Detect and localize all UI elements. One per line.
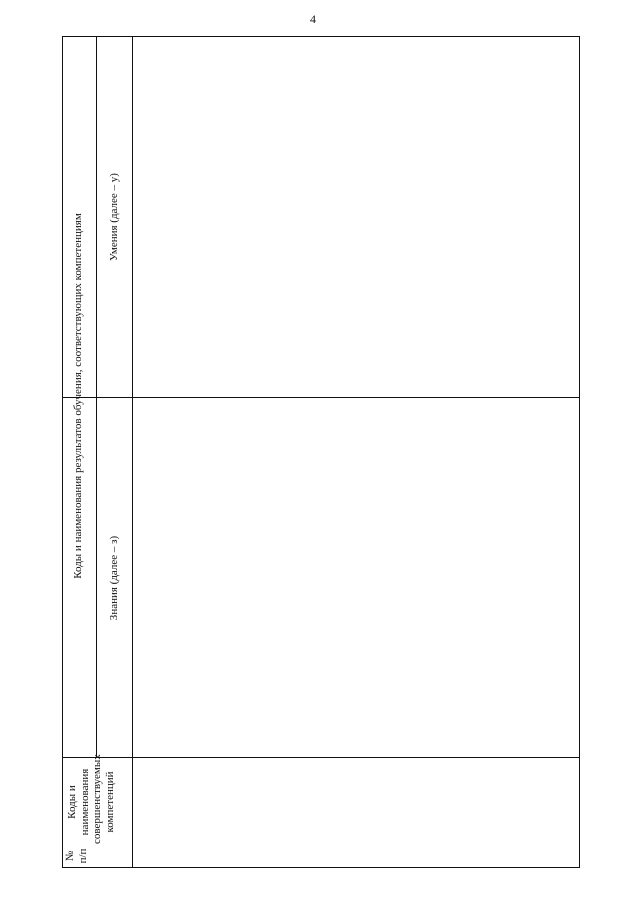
knowledge-text-line [222,402,231,754]
knowledge-text-line [160,402,169,754]
competency-table [62,36,580,868]
knowledge-text-line [213,402,222,754]
knowledge-text-line [362,402,371,754]
codes-column-divider [62,757,580,758]
skills-text-line [397,40,406,394]
knowledge-text-line [503,402,512,754]
skills-text-line [441,40,450,394]
knowledge-text-line [520,402,529,754]
skills-text-line [152,40,161,394]
skills-text-line [231,40,240,394]
knowledge-skills-divider [62,397,580,398]
knowledge-text-line [187,402,196,754]
skills-text-line [275,40,284,394]
knowledge-text-line [424,402,433,754]
page-number: 4 [310,12,316,26]
skills-text-line [187,40,196,394]
skills-text-line [143,40,152,394]
knowledge-text-line [257,402,266,754]
skills-text-line [433,40,442,394]
skills-text-line [160,40,169,394]
knowledge-text-line [380,402,389,754]
knowledge-text-line [564,402,573,754]
skills-text-line [134,40,143,394]
knowledge-text-line [397,402,406,754]
knowledge-text-line [371,402,380,754]
skills-text-line [222,40,231,394]
knowledge-header: Знания (далее – з) [108,535,120,621]
knowledge-text-line [354,402,363,754]
knowledge-text-line [494,402,503,754]
skills-text-line [239,40,248,394]
skills-text-line [468,40,477,394]
skills-text-line [547,40,556,394]
skills-text-line [310,40,319,394]
knowledge-text-line [538,402,547,754]
knowledge-text-line [547,402,556,754]
codes-header: Коды и наименования совершенствуемых компетенций [66,754,116,844]
knowledge-text-line [556,402,565,754]
skills-text-line [318,40,327,394]
skills-text-line [529,40,538,394]
skills-text-line [494,40,503,394]
skills-text-line [283,40,292,394]
skills-text-line [503,40,512,394]
header-divider [96,36,97,758]
skills-text-line [538,40,547,394]
knowledge-text-line [310,402,319,754]
skills-text-line [354,40,363,394]
knowledge-text-line [406,402,415,754]
knowledge-text-line [441,402,450,754]
skills-text-line [195,40,204,394]
skills-text-line [362,40,371,394]
knowledge-text-line [318,402,327,754]
knowledge-text-line [152,402,161,754]
knowledge-text-line [459,402,468,754]
knowledge-text-line [512,402,521,754]
knowledge-text-line [345,402,354,754]
knowledge-text-line [239,402,248,754]
skills-header: Умения (далее – у) [108,173,120,261]
knowledge-text-line [476,402,485,754]
knowledge-text-line [248,402,257,754]
skills-text-line [327,40,336,394]
skills-text-line [556,40,565,394]
knowledge-text-line [327,402,336,754]
knowledge-text-line [485,402,494,754]
knowledge-text-line [415,402,424,754]
skills-text-line [336,40,345,394]
skills-text-line [169,40,178,394]
skills-text-line [345,40,354,394]
skills-text-line [520,40,529,394]
knowledge-text-line [275,402,284,754]
skills-text-line [512,40,521,394]
knowledge-text-line [178,402,187,754]
skills-text-line [424,40,433,394]
knowledge-text-line [134,402,143,754]
num-header: № п/п [64,848,89,864]
skills-text-line [380,40,389,394]
knowledge-text-line [433,402,442,754]
skills-text-line [248,40,257,394]
knowledge-text-line [169,402,178,754]
skills-text-line [485,40,494,394]
main-header: Коды и наименования результатов обучения, соответствующих компетенциям [72,213,84,579]
knowledge-text-line [336,402,345,754]
skills-text-line [257,40,266,394]
knowledge-text-line [389,402,398,754]
knowledge-text-line [283,402,292,754]
skills-text-line [476,40,485,394]
skills-text-line [213,40,222,394]
header-bottom-line [132,36,133,868]
knowledge-text-line [231,402,240,754]
knowledge-text-line [450,402,459,754]
knowledge-text-line [301,402,310,754]
skills-text-line [450,40,459,394]
skills-cell [134,40,576,394]
knowledge-text-line [468,402,477,754]
skills-text-line [459,40,468,394]
knowledge-text-line [143,402,152,754]
knowledge-text-line [204,402,213,754]
skills-text-line [415,40,424,394]
skills-text-line [564,40,573,394]
knowledge-text-line [266,402,275,754]
skills-text-line [266,40,275,394]
knowledge-text-line [529,402,538,754]
knowledge-text-line [195,402,204,754]
knowledge-text-line [292,402,301,754]
skills-text-line [178,40,187,394]
skills-text-line [389,40,398,394]
skills-text-line [292,40,301,394]
skills-text-line [204,40,213,394]
skills-text-line [371,40,380,394]
skills-text-line [301,40,310,394]
skills-text-line [406,40,415,394]
knowledge-cell [134,402,576,754]
